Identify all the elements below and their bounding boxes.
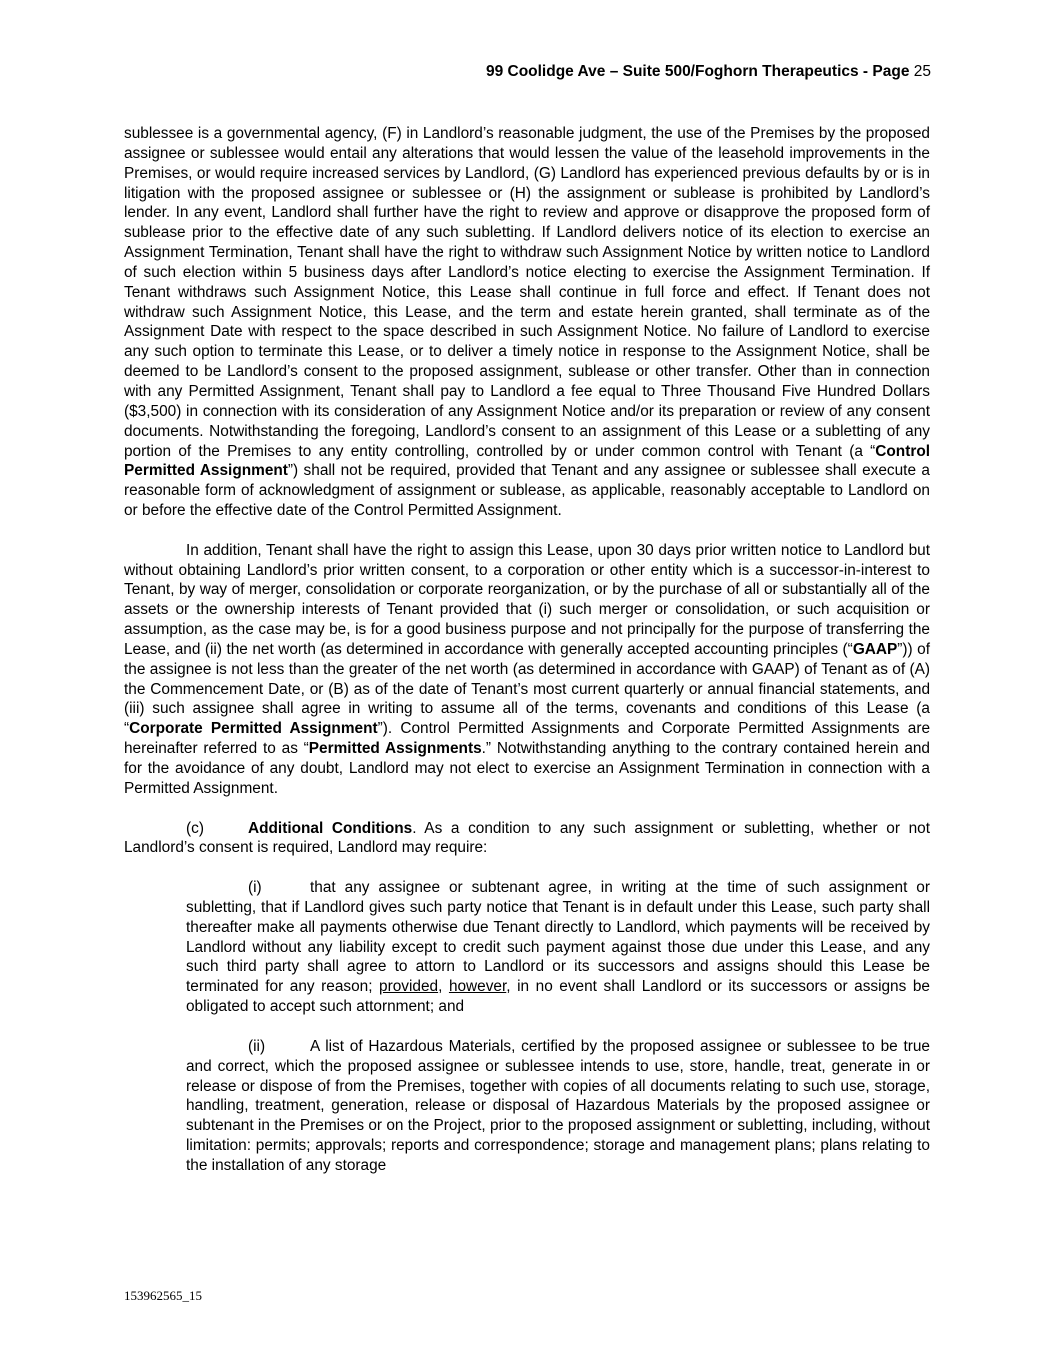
- section-label: (ii): [248, 1037, 266, 1055]
- text-run: In addition, Tenant shall have the right to assign this Lease, upon 30 days prior written notice to Landlord but without obtaining Landlord’s prior written consent, to a corporation or other entity which is a successor-in-interest to Tenant, by way of merger, consolidation or corporate reorganization, or by the purchase of all or substantially all of the assets or the ownership interests of Tenant provided that (i) such merger or consolidation, or such acquisition or assumption, as the case may be, is for a good business purpose and not principally for the purpose of transferring the Lease, and (ii) the net worth (as determined in accordance with generally accepted accounting principles (“: [124, 541, 930, 658]
- defined-term: Control Permitted Assignment: [124, 442, 930, 480]
- paragraph: [124, 819, 930, 859]
- text-run: . As a condition to any such assignment or subletting, whether or not Landlord’s consent is required, Landlord may require:: [124, 819, 930, 857]
- underlined-text: provided: [379, 978, 439, 996]
- page-header: [486, 63, 931, 81]
- underlined-text: however: [448, 978, 507, 996]
- defined-term: GAAP: [852, 640, 898, 658]
- document-id: 153962565_15: [124, 1288, 202, 1303]
- section-label: (c): [186, 819, 204, 837]
- text-run: , in no event shall Landlord or its successors or assigns be obligated to accept such attornment; and: [186, 978, 930, 1016]
- paragraph: [124, 124, 930, 521]
- text-run: that any assignee or subtenant agree, in writing at the time of such assignment or subletting, that if Landlord gives such party notice that Tenant is in default under this Lease, such party shall thereafter make all payments otherwise due Tenant directly to Landlord, which payments will be received by Landlord without any liability except to credit such payment against those due under this Lease, and any such third party shall agree to attorn to Landlord or its successors and assigns should this Lease be terminated for any reason;: [186, 879, 930, 996]
- paragraph: [186, 878, 930, 1017]
- defined-term: Corporate Permitted Assignment: [129, 720, 378, 738]
- header-title: 99 Coolidge Ave – Suite 500/Foghorn Therapeutics - Page: [485, 63, 910, 80]
- paragraph: [186, 1037, 930, 1176]
- text-run: sublessee is a governmental agency, (F) in Landlord’s reasonable judgment, the use of the Premises by the proposed assignee or sublessee would entail any alterations that would lessen the value of the leasehold improvements in the Premises, or would require increased services by Landlord, (G) Landlord has experienced previous defaults by or is in litigation with the proposed assignee or sublessee or (H) the assignment or sublease is prohibited by Landlord’s lender. In any event, Landlord shall further have the right to review and approve or disapprove the proposed form of sublease prior to the effective date of any such subletting. If Landlord delivers notice of its election to exercise an Assignment Termination, Tenant shall have the right to withdraw such Assignment Notice by written notice to Landlord of such election within 5 business days after Landlord’s notice electing to exercise the Assignment Termination. If Tenant withdraws such Assignment Notice, this Lease shall continue in full force and effect. If Tenant does not withdraw such Assignment Notice, this Lease, and the term and estate herein granted, shall terminate as of the Assignment Date with respect to the space described in such Assignment Notice. No failure of Landlord to exercise any such option to terminate this Lease, or to deliver a timely notice in response to the Assignment Notice, shall be deemed to be Landlord’s consent to the proposed assignment, sublease or other transfer. Other than in connection with any Permitted Assignment, Tenant shall pay to Landlord a fee equal to Three Thousand Five Hundred Dollars ($3,500) in connection with its consideration of any Assignment Notice and/or its preparation or review of any consent documents. Notwithstanding the foregoing, Landlord’s consent to an assignment of this Lease or a subletting of any portion of the Premises to any entity controlling, controlled by or under common control with Tenant (a “: [124, 125, 930, 460]
- text-run: ”)) of the assignee is not less than the greater of the net worth (as determined in accordance with GAAP) of Tenant as of (A) the Commencement Date, or (B) as of the date of Tenant’s most current quarterly or annual financial statements, and (iii) such assignee shall agree in writing to assume all of the terms, covenants and conditions of this Lease (a “: [124, 640, 930, 738]
- document-body: [124, 124, 930, 1196]
- page-number: 25: [913, 63, 931, 80]
- text-run: .” Notwithstanding anything to the contrary contained herein and for the avoidance of any doubt, Landlord may not elect to exercise an Assignment Termination in connection with a Permitted Assignment.: [124, 740, 930, 797]
- text-run: ”) shall not be required, provided that Tenant and any assignee or sublessee shall execute a reasonable form of acknowledgment of assignment or sublease, as applicable, reasonably acceptable to Landlord on or before the effective date of the Control Permitted Assignment.: [124, 462, 930, 520]
- text-run: ,: [438, 978, 449, 996]
- defined-term: Additional Conditions: [248, 819, 413, 837]
- defined-term: Permitted Assignments: [308, 740, 482, 758]
- text-run: ”). Control Permitted Assignments and Corporate Permitted Assignments are hereinafter referred to as “: [124, 720, 931, 758]
- text-run: A list of Hazardous Materials, certified by the proposed assignee or sublessee to be true and correct, which the proposed assignee or sublessee intends to use, store, handle, treat, generate in or release or dispose of from the Premises, together with copies of all documents relating to such use, storage, handling, treatment, generation, release or disposal of Hazardous Materials by the proposed assignee or subtenant in the Premises or on the Project, prior to the proposed assignment or subletting, including, without limitation: permits; approvals; reports and correspondence; storage and management plans; plans relating to the installation of any storage: [186, 1037, 930, 1174]
- section-label: (i): [248, 879, 262, 897]
- paragraph: [124, 541, 930, 799]
